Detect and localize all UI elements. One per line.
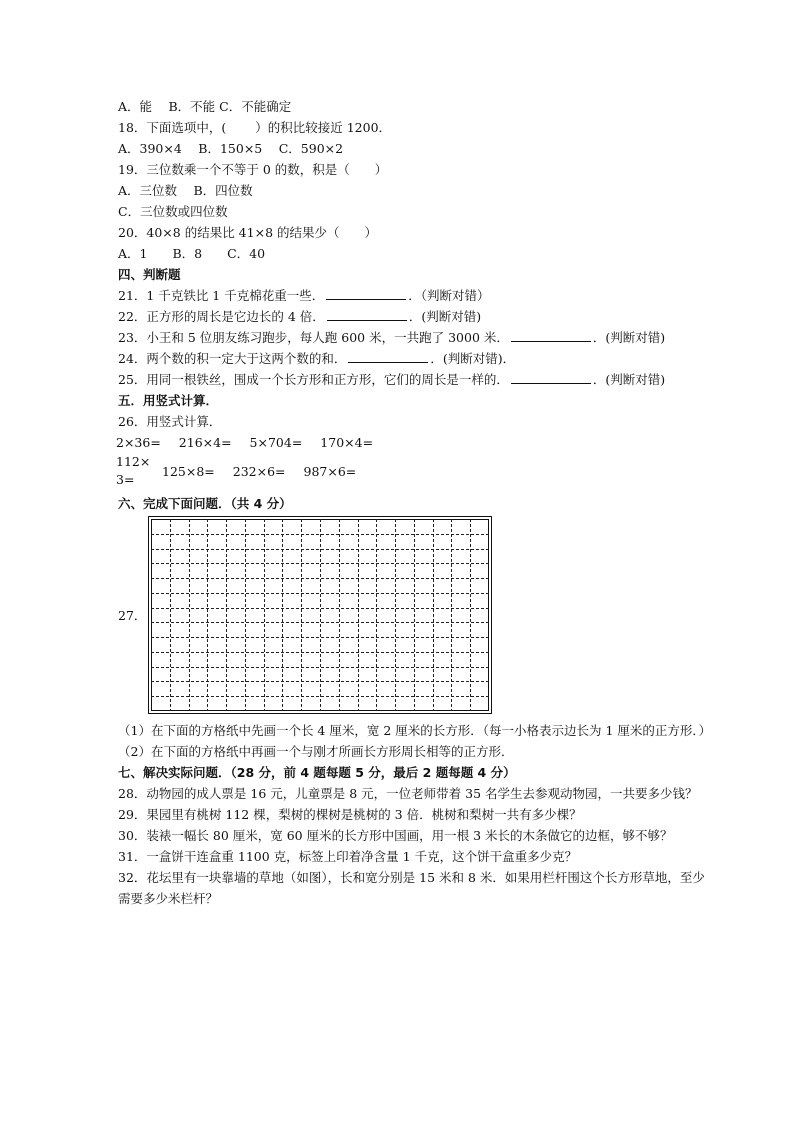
calc-item: 125×8= (162, 463, 215, 479)
q24 (118, 348, 708, 369)
calc-row-2-rest (162, 461, 370, 482)
calc-item-part: 112× (116, 454, 151, 469)
q18-text: 18．下面选项中，( ）的积比较接近 1200． (118, 120, 392, 135)
q17-options: A．能 B．不能 C．不能确定 (118, 99, 292, 114)
q23-answer-blank[interactable] (511, 329, 591, 342)
q32-text: 32．花坛里有一块靠墙的草地（如图），长和宽分别是 15 米和 8 米．如果用栏杆围这个长方形草地，至少需要多少米栏杆？ (118, 870, 705, 906)
section-6-heading: 六、完成下面问题．（共 4 分） (118, 496, 292, 511)
q30-text: 30．装裱一幅长 80 厘米，宽 60 厘米的长方形中国画，用一根 3 米长的木条做它的边框，够不够？ (118, 828, 673, 843)
calc-row-2 (116, 453, 708, 489)
q23 (118, 327, 708, 348)
q27-block (118, 516, 708, 714)
q21-text: 21．1 千克铁比 1 千克棉花重一些． (118, 288, 325, 303)
grid-paper[interactable] (148, 516, 492, 714)
q23-text: 23．小王和 5 位朋友练习跑步，每人跑 600 米，一共跑了 3000 米． (118, 330, 509, 345)
calc-item: 232×6= (232, 463, 286, 479)
q18-options: A．390×4 B．150×5 C．590×2 (118, 141, 344, 156)
q27-sub2: （2）在下面的方格纸中再画一个与刚才所画长方形周长相等的正方形． (118, 744, 514, 759)
q25-answer-blank[interactable] (511, 371, 591, 384)
q24-text: 24．两个数的积一定大于这两个数的和． (118, 351, 347, 366)
q19-text: 19．三位数乘一个不等于 0 的数，积是（ ） (118, 162, 388, 177)
section-7-heading: 七、解决实际问题．（28 分，前 4 题每题 5 分，最后 2 题每题 4 分） (118, 765, 516, 780)
worksheet-page (116, 96, 712, 909)
q28-text: 28．动物园的成人票是 16 元，儿童票是 8 元，一位老师带着 35 名学生去参观动物园，一共要多少钱？ (118, 786, 698, 801)
q27-label: 27． (118, 608, 147, 623)
q22-suffix: ．(判断对错) (408, 309, 482, 324)
calc-item: 170×4= (320, 435, 374, 450)
q21-suffix: ．（判断对错） (408, 288, 490, 303)
q19-options-ab: A．三位数 B．四位数 (118, 183, 253, 198)
q21 (118, 285, 708, 306)
calc-row-1 (116, 432, 708, 453)
q25-text: 25．用同一根铁丝，围成一个长方形和正方形，它们的周长是一样的． (118, 372, 509, 387)
q22 (118, 306, 708, 327)
q29-text: 29．果园里有桃树 112 棵，梨树的棵树是桃树的 3 倍．桃树和梨树一共有多少棵？ (118, 807, 582, 822)
calc-item: 2×36= (116, 435, 161, 450)
calc-item-stacked (116, 453, 156, 489)
calc-item: 5×704= (249, 435, 303, 450)
q26-text: 26．用竖式计算． (118, 414, 222, 429)
calc-item: 216×4= (178, 435, 232, 450)
q31-text: 31．一盒饼干连盒重 1100 克，标签上印着净含量 1 千克，这个饼干盒重多少克？ (118, 849, 578, 864)
q24-suffix: ．(判断对错)． (430, 351, 516, 366)
q20-text: 20．40×8 的结果比 41×8 的结果少（ ） (118, 225, 377, 240)
q27-sub1: （1）在下面的方格纸中先画一个长 4 厘米，宽 2 厘米的长方形．（每一小格表示边长为 1 厘米的正方形．） (118, 723, 712, 738)
q22-answer-blank[interactable] (327, 308, 407, 321)
q23-suffix: ．(判断对错) (592, 330, 666, 345)
calc-item-part: 3= (116, 472, 135, 487)
q25 (118, 369, 708, 390)
q24-answer-blank[interactable] (348, 350, 428, 363)
grid-lines (151, 519, 489, 711)
calc-item: 987×6= (303, 463, 357, 479)
q19-options-c: C．三位数或四位数 (118, 204, 228, 219)
q20-options: A．1 B．8 C．40 (118, 246, 266, 261)
section-4-heading: 四、判断题 (118, 267, 181, 282)
q22-text: 22．正方形的周长是它边长的 4 倍． (118, 309, 325, 324)
q21-answer-blank[interactable] (326, 287, 406, 300)
section-5-heading: 五．用竖式计算． (118, 393, 219, 408)
q25-suffix: ．(判断对错) (592, 372, 666, 387)
